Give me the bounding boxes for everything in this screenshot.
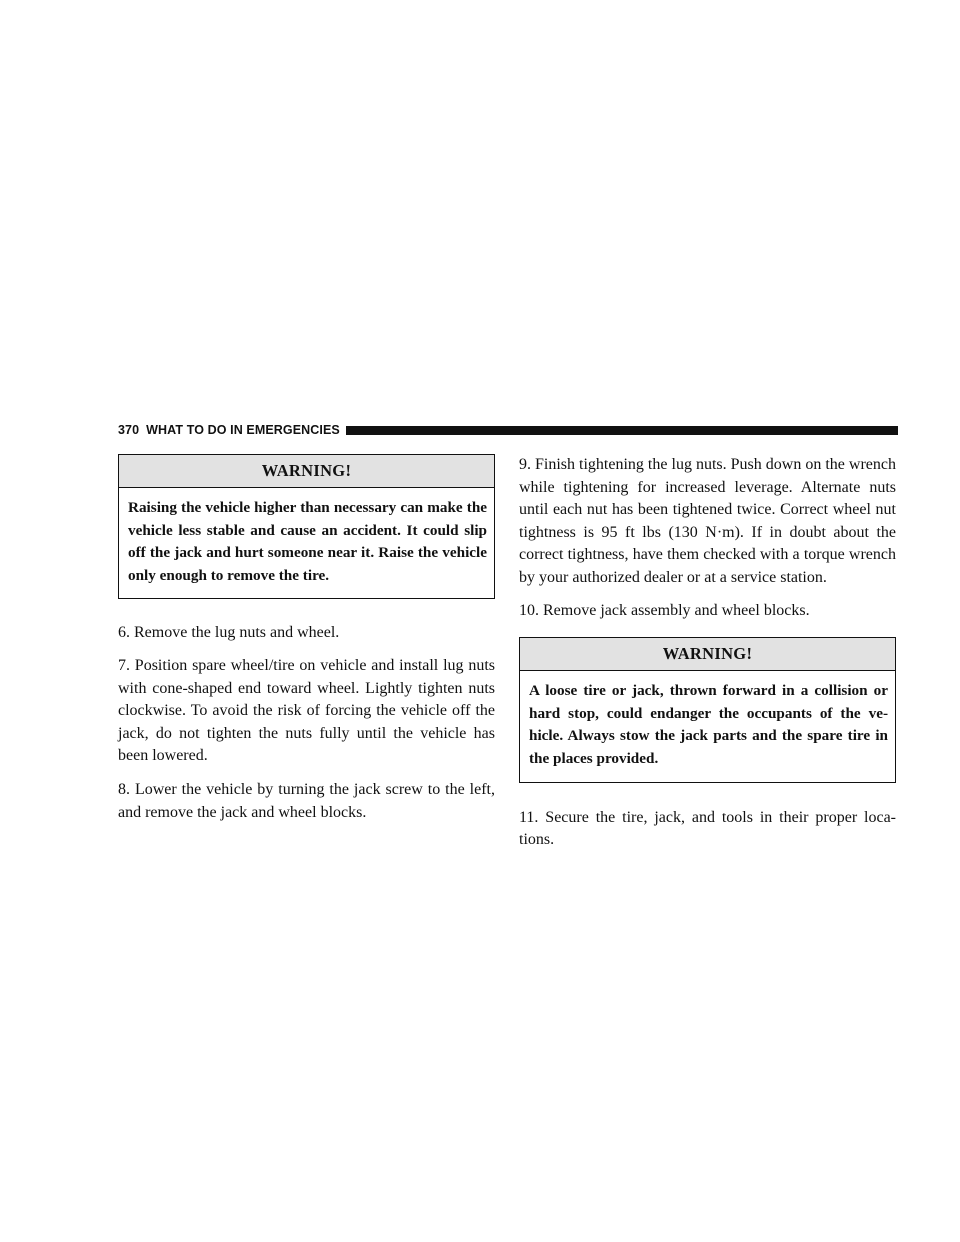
page-header <box>118 420 898 440</box>
warning-text: A loose tire or jack, thrown forward in a collision or hard stop, could endanger the occupants of the ve- hicle. Always stow the jack parts and the spare tire in the places provided. <box>529 682 888 767</box>
step-7: 7. Position spare wheel/tire on vehicle and install lug nuts with cone-shaped end toward wheel. Lightly tighten nuts clockwise. To avoid the risk of forcing the vehicle off the jack, do not tighten the nuts fully until the vehicle has been lowered. <box>118 656 495 765</box>
warning-title: WARNING! <box>119 455 494 488</box>
warning-box <box>519 637 896 782</box>
page-number: 370 <box>118 423 140 437</box>
warning-title: WARNING! <box>520 638 895 671</box>
step-8: 8. Lower the vehicle by turning the jack screw to the left, and remove the jack and wheel blocks. <box>118 780 495 821</box>
step-6: 6. Remove the lug nuts and wheel. <box>118 624 340 642</box>
warning-text: Raising the vehicle higher than necessary can make the vehicle less stable and cause an accident. It could slip off the jack and hurt someone near it. Raise the vehicle only enough to remove the tire. <box>128 499 487 584</box>
step-11: 11. Secure the tire, jack, and tools in their proper loca- tions. <box>519 808 896 849</box>
warning-box <box>118 454 495 599</box>
left-column <box>118 454 495 824</box>
section-title: WHAT TO DO IN EMERGENCIES <box>146 423 340 437</box>
header-rule <box>346 426 898 435</box>
step-10: 10. Remove jack assembly and wheel blocks. <box>519 601 810 619</box>
step-9: 9. Finish tightening the lug nuts. Push down on the wrench while tightening for increased leverage. Alternate nuts until each nut has been tightened twice. Correct wheel nut tightness is 95 ft lbs (130 N·m). If in doubt about the correct tightness, have them checked with a torque wrench by your authorized dealer or at a service station. <box>519 456 896 586</box>
right-column <box>519 454 896 852</box>
